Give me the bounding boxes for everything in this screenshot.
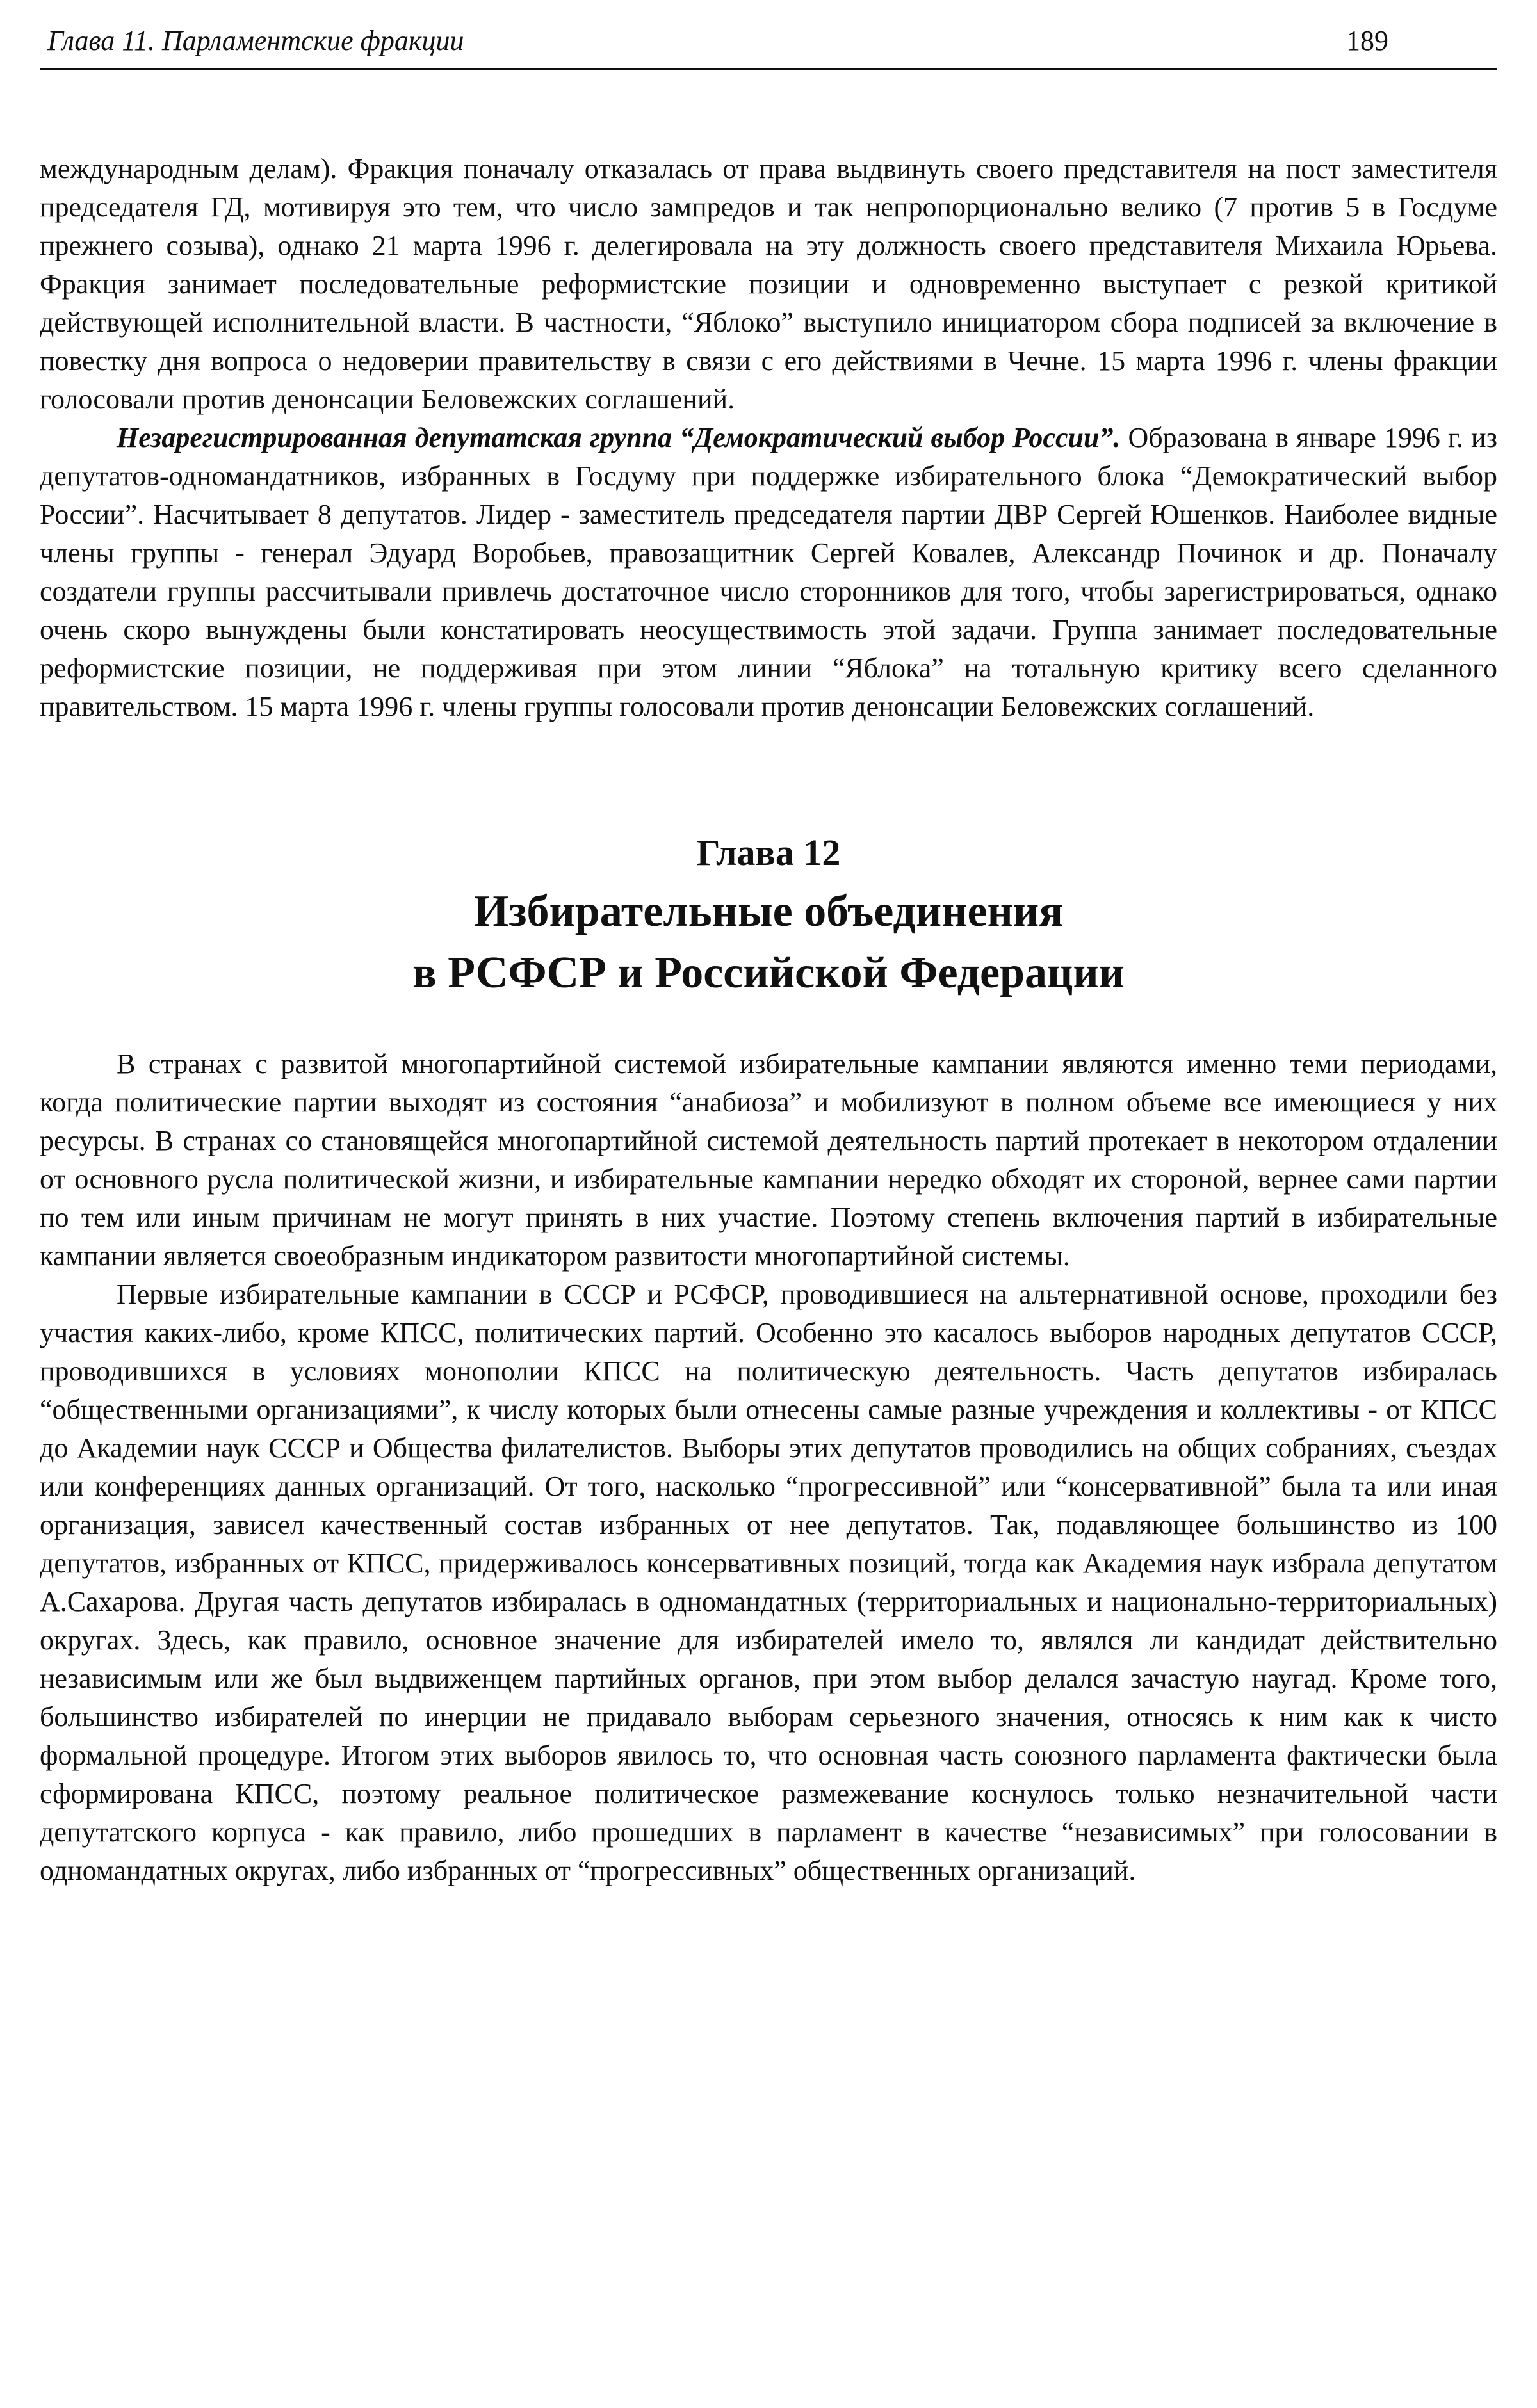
chapter-title-line-2: в РСФСР и Российской Федерации <box>412 948 1125 998</box>
book-page <box>40 18 1497 1890</box>
paragraph-yabloko-continuation: международным делам). Фракция поначалу отказалась от права выдвинуть своего представителя на пост заместителя председателя ГД, мотивируя это тем, что число зампредов и так непропорционально велико (7 против 5 в Госдуме прежнего созыва), однако 21 марта 1996 г. делегировала на эту должность своего представителя Михаила Юрьева. Фракция занимает последовательные реформистские позиции и одновременно выступает с резкой критикой действующей исполнительной власти. В частности, “Яблоко” выступило инициатором сбора подписей за включение в повестку дня вопроса о недоверии правительству в связи с его действиями в Чечне. 15 марта 1996 г. члены фракции голосовали против денонсации Беловежских соглашений. <box>40 153 1497 415</box>
chapter-number: Глава 12 <box>696 832 841 873</box>
chapter-title <box>40 881 1497 1004</box>
dvr-group-text: Образована в январе 1996 г. из депутатов-одномандатников, избранных в Госдуму при поддержке избирательного блока “Демократический выбор России”. Насчитывает 8 депутатов. Лидер - заместитель председателя партии ДВР Сергей Юшенков. Наиболее видные члены группы - генерал Эдуард Воробьев, правозащитник Сергей Ковалев, Александр Починок и др. Поначалу создатели группы рассчитывали привлечь достаточное число сторонников для того, чтобы зарегистрироваться, однако очень скоро вынуждены были констатировать неосуществимость этой задачи. Группа занимает последовательные реформистские позиции, не поддерживая при этом линии “Яблока” на тотальную критику всего сделанного правительством. 15 марта 1996 г. члены группы голосовали против денонсации Беловежских соглашений. <box>40 422 1497 722</box>
chapter-body <box>40 1045 1497 1890</box>
running-header <box>40 18 1497 70</box>
chapter-paragraph-2: Первые избирательные кампании в СССР и РСФСР, проводившиеся на альтернативной основе, проходили без участия каких-либо, кроме КПСС, политических партий. Особенно это касалось выборов народных депутатов СССР, проводившихся в условиях монополии КПСС на политическую деятельность. Часть депутатов избиралась “общественными организациями”, к числу которых были отнесены самые разные учреждения и коллективы - от КПСС до Академии наук СССР и Общества филателистов. Выборы этих депутатов проводились на общих собраниях, съездах или конференциях данных организаций. От того, насколько “прогрессивной” или “консервативной” была та или иная организация, зависел качественный состав избранных от нее депутатов. Так, подавляющее большинство из 100 депутатов, избранных от КПСС, придерживалось консервативных позиций, тогда как Академия наук избрала депутатом А.Сахарова. Другая часть депутатов избиралась в одномандатных (территориальных и национально-территориальных) округах. Здесь, как правило, основное значение для избирателей имело то, являлся ли кандидат действительно независимым или же был выдвиженцем партийных органов, при этом выбор делался зачастую наугад. Кроме того, большинство избирателей по инерции не придавало выборам серьезного значения, относясь к ним как к чисто формальной процедуре. Итогом этих выборов явилось то, что основная часть союзного парламента фактически была сформирована КПСС, поэтому реальное политическое размежевание коснулось только незначительной части депутатского корпуса - как правило, либо прошедших в парламент в качестве “независимых” при голосовании в одномандатных округах, либо избранных от “прогрессивных” общественных организаций. <box>40 1279 1497 1886</box>
page-number: 189 <box>1346 25 1388 56</box>
running-header-title: Глава 11. Парламентские фракции <box>47 25 464 56</box>
dvr-group-heading: Незарегистрированная депутатская группа “Демократический выбор России”. <box>117 422 1121 453</box>
chapter-heading <box>40 828 1497 1004</box>
paragraph-dvr-group <box>40 419 1497 726</box>
chapter-paragraph-1: В странах с развитой многопартийной системой избирательные кампании являются именно теми периодами, когда политические партии выходят из состояния “анабиоза” и мобилизуют в полном объеме все имеющиеся у них ресурсы. В странах со становящейся многопартийной системой деятельность партий протекает в некотором отдалении от основного русла политической жизни, и избирательные кампании нередко обходят их стороной, вернее сами партии по тем или иным причинам не могут принять в них участие. Поэтому степень включения партий в избирательные кампании является своеобразным индикатором развитости многопартийной системы. <box>40 1048 1497 1272</box>
body-text <box>40 150 1497 726</box>
chapter-title-line-1: Избирательные объединения <box>473 887 1064 936</box>
